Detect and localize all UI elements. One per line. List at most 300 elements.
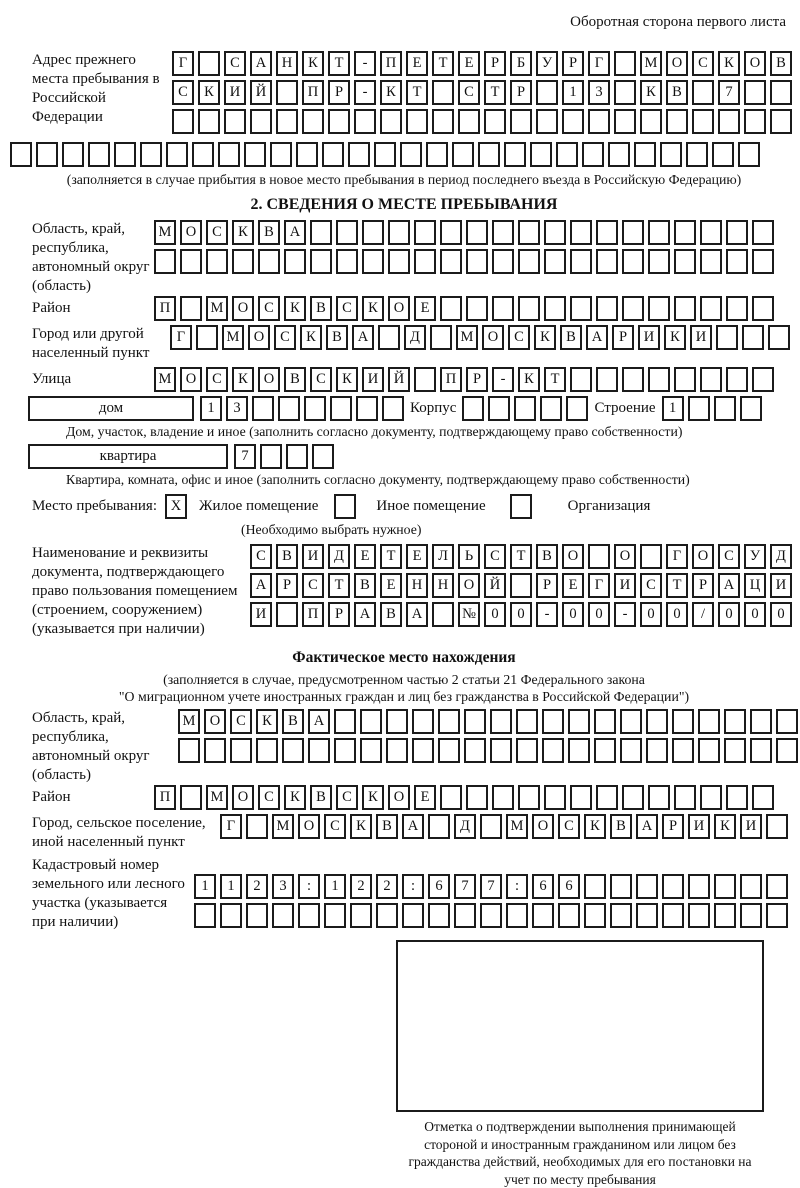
char-cell: Й	[388, 367, 410, 392]
char-cell	[588, 544, 610, 569]
char-cell	[376, 903, 398, 928]
char-cell: С	[692, 51, 714, 76]
char-cell	[492, 249, 514, 274]
char-cell: И	[740, 814, 762, 839]
char-cell: 0	[640, 602, 662, 627]
char-cell: К	[232, 220, 254, 245]
actual-region-row-1	[178, 709, 800, 734]
actual-location-title: Фактическое место нахождения	[292, 649, 516, 666]
char-cell	[432, 602, 454, 627]
char-cell	[614, 109, 636, 134]
char-cell	[698, 709, 720, 734]
char-cell: С	[324, 814, 346, 839]
char-cell: Г	[220, 814, 242, 839]
char-cell	[570, 296, 592, 321]
char-cell	[310, 249, 332, 274]
char-cell: Г	[666, 544, 688, 569]
char-cell: С	[558, 814, 580, 839]
char-cell: А	[352, 325, 374, 350]
char-cell: Р	[662, 814, 684, 839]
char-cell: Г	[588, 51, 610, 76]
char-cell: Р	[328, 602, 350, 627]
char-cell: 0	[718, 602, 740, 627]
char-cell: И	[638, 325, 660, 350]
char-cell	[584, 874, 606, 899]
char-cell	[506, 903, 528, 928]
char-cell	[692, 109, 714, 134]
char-cell: С	[224, 51, 246, 76]
char-cell	[662, 903, 684, 928]
char-cell: -	[614, 602, 636, 627]
street-label: Улица	[32, 371, 72, 387]
document-row-1	[250, 544, 796, 569]
char-cell	[662, 874, 684, 899]
char-cell	[412, 738, 434, 763]
char-cell	[558, 903, 580, 928]
char-cell	[480, 903, 502, 928]
char-cell: И	[250, 602, 272, 627]
char-cell: Г	[172, 51, 194, 76]
char-cell: У	[744, 544, 766, 569]
document-row-3	[250, 602, 796, 627]
char-cell: В	[770, 51, 792, 76]
char-cell: №	[458, 602, 480, 627]
char-cell	[570, 367, 592, 392]
char-cell: О	[298, 814, 320, 839]
char-cell: 0	[562, 602, 584, 627]
char-cell: А	[586, 325, 608, 350]
char-cell: Б	[510, 51, 532, 76]
char-cell	[674, 249, 696, 274]
char-cell: В	[354, 573, 376, 598]
char-cell: 1	[220, 874, 242, 899]
char-cell: М	[640, 51, 662, 76]
char-cell: С	[302, 573, 324, 598]
char-cell: 0	[484, 602, 506, 627]
actual-city-row	[8, 814, 800, 852]
char-cell	[466, 785, 488, 810]
char-cell	[686, 142, 708, 167]
char-cell	[768, 325, 790, 350]
char-cell	[536, 109, 558, 134]
char-cell	[594, 709, 616, 734]
char-cell: Т	[484, 80, 506, 105]
char-cell	[430, 325, 452, 350]
char-cell: 6	[428, 874, 450, 899]
char-cell	[518, 220, 540, 245]
char-cell: П	[380, 51, 402, 76]
char-cell	[700, 785, 722, 810]
char-cell: Р	[466, 367, 488, 392]
district-row	[8, 296, 800, 321]
char-cell	[428, 903, 450, 928]
char-cell	[700, 220, 722, 245]
char-cell	[518, 296, 540, 321]
char-cell	[334, 709, 356, 734]
actual-city-cells	[220, 814, 792, 839]
char-cell	[252, 396, 274, 421]
char-cell: Е	[414, 296, 436, 321]
char-cell: 2	[350, 874, 372, 899]
char-cell: 1	[200, 396, 222, 421]
char-cell	[596, 249, 618, 274]
stay-type-checkbox-residential: X	[165, 494, 187, 519]
char-cell	[726, 367, 748, 392]
actual-city-label: Город, сельское поселение, иной населенный пункт	[32, 815, 206, 850]
char-cell	[614, 80, 636, 105]
char-cell	[484, 109, 506, 134]
char-cell: Н	[432, 573, 454, 598]
char-cell	[640, 544, 662, 569]
region-label: Область, край, республика, автономный округ (область)	[32, 221, 150, 294]
char-cell	[412, 709, 434, 734]
char-cell	[536, 80, 558, 105]
char-cell	[608, 142, 630, 167]
char-cell	[360, 738, 382, 763]
char-cell	[360, 709, 382, 734]
region-row-1	[154, 220, 778, 245]
char-cell	[256, 738, 278, 763]
char-cell	[570, 249, 592, 274]
char-cell	[594, 738, 616, 763]
char-cell: Д	[454, 814, 476, 839]
char-cell	[716, 325, 738, 350]
char-cell	[542, 738, 564, 763]
char-cell: -	[354, 80, 376, 105]
char-cell	[700, 296, 722, 321]
char-cell: И	[302, 544, 324, 569]
char-cell: С	[718, 544, 740, 569]
char-cell: Г	[588, 573, 610, 598]
char-cell	[532, 903, 554, 928]
char-cell	[776, 709, 798, 734]
char-cell	[260, 444, 282, 469]
char-cell	[246, 903, 268, 928]
document-row-2	[250, 573, 796, 598]
char-cell	[206, 249, 228, 274]
char-cell	[566, 396, 588, 421]
char-cell: С	[250, 544, 272, 569]
char-cell	[114, 142, 136, 167]
char-cell: 0	[666, 602, 688, 627]
actual-location-note-1: (заполняется в случае, предусмотренном частью 2 статьи 21 Федерального закона	[163, 672, 645, 687]
char-cell	[378, 325, 400, 350]
char-cell	[258, 249, 280, 274]
stay-type-option-other: Иное помещение	[376, 498, 486, 514]
char-cell: Г	[170, 325, 192, 350]
char-cell: С	[310, 367, 332, 392]
char-cell	[490, 709, 512, 734]
prev-address-row-2	[172, 80, 796, 105]
char-cell	[666, 109, 688, 134]
char-cell	[648, 296, 670, 321]
char-cell	[674, 296, 696, 321]
char-cell	[742, 325, 764, 350]
char-cell: 3	[226, 396, 248, 421]
char-cell	[432, 80, 454, 105]
char-cell	[312, 444, 334, 469]
char-cell	[296, 142, 318, 167]
char-cell: Р	[612, 325, 634, 350]
char-cell	[414, 367, 436, 392]
char-cell	[232, 249, 254, 274]
char-cell: К	[664, 325, 686, 350]
char-cell	[276, 80, 298, 105]
char-cell: Т	[406, 80, 428, 105]
char-cell: :	[298, 874, 320, 899]
char-cell	[452, 142, 474, 167]
char-cell	[36, 142, 58, 167]
korpus-cells	[462, 396, 592, 421]
char-cell	[464, 709, 486, 734]
char-cell	[766, 874, 788, 899]
char-cell: О	[180, 367, 202, 392]
char-cell	[688, 874, 710, 899]
char-cell: 1	[194, 874, 216, 899]
char-cell	[272, 903, 294, 928]
char-cell: 3	[588, 80, 610, 105]
char-cell	[354, 109, 376, 134]
char-cell	[330, 396, 352, 421]
char-cell	[336, 249, 358, 274]
city-row	[8, 325, 800, 363]
char-cell	[244, 142, 266, 167]
char-cell: К	[518, 367, 540, 392]
char-cell: А	[250, 573, 272, 598]
char-cell	[544, 296, 566, 321]
char-cell: 1	[562, 80, 584, 105]
char-cell: А	[308, 709, 330, 734]
char-cell: В	[310, 296, 332, 321]
char-cell: Т	[510, 544, 532, 569]
char-cell: О	[532, 814, 554, 839]
char-cell	[752, 249, 774, 274]
char-cell: О	[666, 51, 688, 76]
char-cell	[166, 142, 188, 167]
char-cell	[88, 142, 110, 167]
stroenie-cells	[662, 396, 766, 421]
char-cell: К	[198, 80, 220, 105]
actual-district-label: Район	[32, 789, 71, 805]
char-cell: У	[536, 51, 558, 76]
char-cell: С	[508, 325, 530, 350]
char-cell	[246, 814, 268, 839]
char-cell: О	[204, 709, 226, 734]
char-cell: М	[154, 220, 176, 245]
char-cell: Е	[406, 544, 428, 569]
char-cell	[282, 738, 304, 763]
char-cell	[336, 220, 358, 245]
char-cell: Е	[414, 785, 436, 810]
char-cell	[194, 903, 216, 928]
char-cell: П	[440, 367, 462, 392]
char-cell: И	[362, 367, 384, 392]
stay-type-option-organization: Организация	[567, 498, 651, 514]
char-cell	[350, 903, 372, 928]
char-cell: 2	[246, 874, 268, 899]
char-cell	[596, 785, 618, 810]
char-cell	[492, 296, 514, 321]
char-cell	[674, 220, 696, 245]
char-cell	[770, 80, 792, 105]
char-cell	[518, 249, 540, 274]
char-cell: -	[492, 367, 514, 392]
char-cell: В	[276, 544, 298, 569]
char-cell	[568, 738, 590, 763]
char-cell	[570, 785, 592, 810]
char-cell	[198, 109, 220, 134]
char-cell	[276, 602, 298, 627]
char-cell	[328, 109, 350, 134]
char-cell	[172, 109, 194, 134]
char-cell: А	[406, 602, 428, 627]
char-cell	[334, 738, 356, 763]
char-cell	[636, 874, 658, 899]
apartment-note: Квартира, комната, офис и иное (заполнить согласно документу, подтверждающему право собственности)	[66, 472, 690, 487]
char-cell: Д	[404, 325, 426, 350]
char-cell	[596, 367, 618, 392]
char-cell	[700, 249, 722, 274]
char-cell	[286, 444, 308, 469]
char-cell	[530, 142, 552, 167]
char-cell: 0	[510, 602, 532, 627]
char-cell: 6	[532, 874, 554, 899]
char-cell	[750, 738, 772, 763]
char-cell	[440, 296, 462, 321]
char-cell	[386, 738, 408, 763]
char-cell	[302, 109, 324, 134]
char-cell: К	[256, 709, 278, 734]
char-cell: Т	[328, 51, 350, 76]
cadastral-row-2	[194, 903, 792, 928]
char-cell	[596, 296, 618, 321]
char-cell: Е	[380, 573, 402, 598]
char-cell	[492, 220, 514, 245]
char-cell: Д	[770, 544, 792, 569]
apartment-type-box: квартира	[28, 444, 228, 469]
char-cell: И	[688, 814, 710, 839]
prev-address-label: Адрес прежнего места пребывания в Российской Федерации	[32, 52, 160, 125]
char-cell	[382, 396, 404, 421]
house-row	[28, 396, 800, 421]
char-cell	[766, 814, 788, 839]
char-cell: К	[584, 814, 606, 839]
document-block	[8, 544, 800, 639]
cadastral-row-1	[194, 874, 792, 899]
char-cell	[510, 109, 532, 134]
char-cell: К	[714, 814, 736, 839]
char-cell: 7	[234, 444, 256, 469]
char-cell	[454, 903, 476, 928]
char-cell	[218, 142, 240, 167]
char-cell: В	[610, 814, 632, 839]
char-cell: К	[232, 367, 254, 392]
char-cell	[752, 220, 774, 245]
char-cell: К	[640, 80, 662, 105]
char-cell	[752, 367, 774, 392]
char-cell: К	[380, 80, 402, 105]
prev-address-row-1	[172, 51, 796, 76]
char-cell: 7	[480, 874, 502, 899]
char-cell	[462, 396, 484, 421]
char-cell	[438, 738, 460, 763]
char-cell: Т	[666, 573, 688, 598]
char-cell	[490, 738, 512, 763]
actual-region-block	[8, 709, 800, 785]
char-cell: 3	[272, 874, 294, 899]
char-cell	[738, 142, 760, 167]
stay-type-checkbox-other	[334, 494, 356, 519]
char-cell: Ь	[458, 544, 480, 569]
page-header: Оборотная сторона первого листа	[570, 14, 786, 30]
char-cell: К	[302, 51, 324, 76]
char-cell: М	[206, 296, 228, 321]
char-cell	[510, 573, 532, 598]
char-cell	[672, 709, 694, 734]
char-cell: С	[640, 573, 662, 598]
char-cell: А	[354, 602, 376, 627]
char-cell	[744, 80, 766, 105]
stay-type-note: (Необходимо выбрать нужное)	[241, 522, 422, 537]
prev-address-row-4	[10, 142, 800, 167]
char-cell	[622, 296, 644, 321]
char-cell: Й	[250, 80, 272, 105]
char-cell: 0	[588, 602, 610, 627]
char-cell: :	[402, 874, 424, 899]
char-cell: П	[302, 80, 324, 105]
char-cell: Т	[544, 367, 566, 392]
char-cell	[648, 249, 670, 274]
char-cell: Р	[484, 51, 506, 76]
char-cell	[740, 903, 762, 928]
char-cell	[544, 249, 566, 274]
char-cell: И	[614, 573, 636, 598]
char-cell: -	[354, 51, 376, 76]
stay-type-label: Место пребывания:	[32, 498, 157, 514]
char-cell	[712, 142, 734, 167]
char-cell	[10, 142, 32, 167]
char-cell	[220, 903, 242, 928]
char-cell	[180, 785, 202, 810]
char-cell	[740, 396, 762, 421]
char-cell: С	[258, 296, 280, 321]
char-cell: О	[482, 325, 504, 350]
char-cell: 0	[770, 602, 792, 627]
char-cell	[362, 220, 384, 245]
char-cell	[196, 325, 218, 350]
char-cell: М	[178, 709, 200, 734]
char-cell	[284, 249, 306, 274]
char-cell	[414, 249, 436, 274]
char-cell	[178, 738, 200, 763]
char-cell: С	[484, 544, 506, 569]
char-cell: К	[284, 296, 306, 321]
char-cell: О	[258, 367, 280, 392]
char-cell	[740, 874, 762, 899]
char-cell	[640, 109, 662, 134]
char-cell	[688, 903, 710, 928]
char-cell: П	[154, 785, 176, 810]
char-cell	[752, 785, 774, 810]
section2-title: 2. СВЕДЕНИЯ О МЕСТЕ ПРЕБЫВАНИЯ	[250, 196, 558, 213]
char-cell	[356, 396, 378, 421]
char-cell	[688, 396, 710, 421]
char-cell	[724, 709, 746, 734]
char-cell	[570, 220, 592, 245]
char-cell: 0	[744, 602, 766, 627]
char-cell: К	[284, 785, 306, 810]
char-cell: С	[258, 785, 280, 810]
